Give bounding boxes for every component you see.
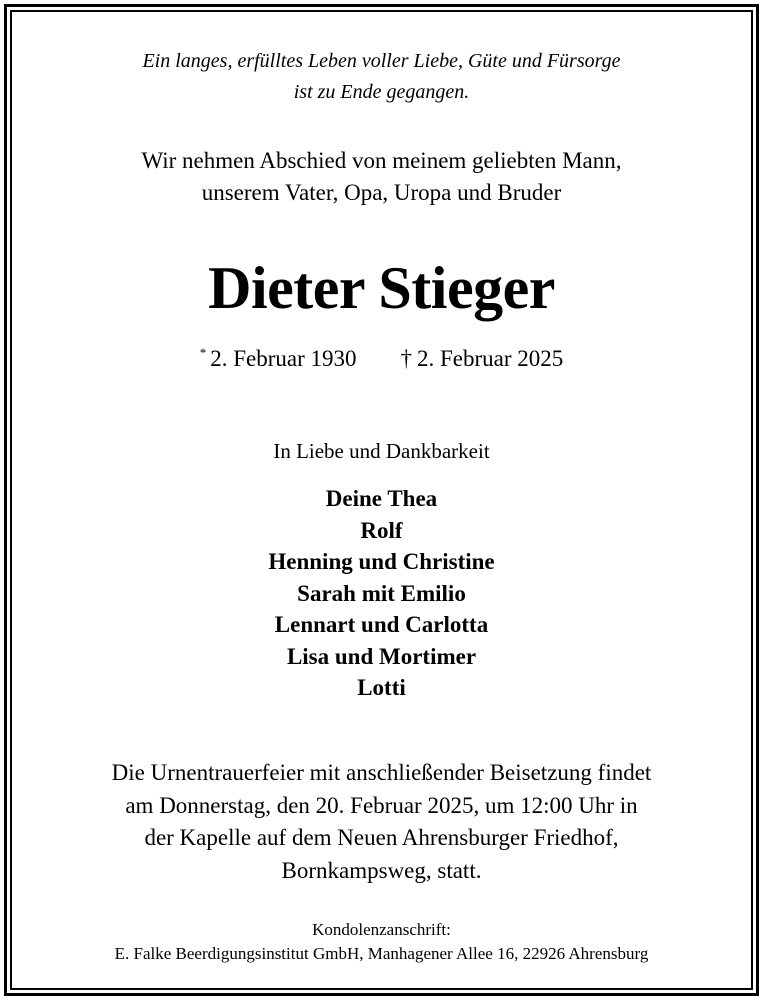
family-member: Lisa und Mortimer [286, 643, 477, 669]
death-date: 2. Februar 2025 [417, 346, 564, 371]
ceremony-info [12, 757, 751, 887]
family-member: Deine Thea [325, 486, 438, 511]
life-dates [12, 338, 751, 374]
closing-phrase: In Liebe und Dankbarkeit [273, 439, 490, 463]
family-member: Sarah mit Emilio [297, 580, 466, 606]
condolence-address-line: E. Falke Beerdigungsinstitut GmbH, Manhagener Allee 16, 22926 Ahrensburg [114, 944, 649, 963]
ceremony-line: Die Urnentrauerfeier mit anschließender Beisetzung findet [111, 760, 652, 785]
farewell-text [12, 145, 751, 209]
family-member: Henning und Christine [268, 549, 495, 574]
intro-line: Ein langes, erfülltes Leben voller Liebe, Güte und Fürsorge [142, 50, 621, 72]
birth-date: 2. Februar 1930 [210, 346, 357, 371]
farewell-line: Wir nehmen Abschied von meinem geliebten Mann, [141, 148, 622, 173]
intro-text [12, 46, 751, 108]
intro-line: ist zu Ende gegangen. [293, 81, 470, 103]
condolence-label: Kondolenzanschrift: [312, 920, 451, 939]
ceremony-line: der Kapelle auf dem Neuen Ahrensburger Friedhof, [144, 825, 619, 850]
obituary-notice [12, 12, 751, 988]
family-member: Lotti [357, 675, 406, 700]
family-member: Rolf [360, 517, 403, 543]
death-cross-icon: † [400, 346, 412, 371]
ceremony-line: Bornkampsweg, statt. [281, 857, 482, 883]
farewell-line: unserem Vater, Opa, Uropa und Bruder [201, 180, 562, 205]
family-member: Lennart und Carlotta [274, 612, 489, 637]
condolence-address [12, 918, 751, 966]
deceased-name: Dieter Stieger [208, 255, 555, 321]
ceremony-line: am Donnerstag, den 20. Februar 2025, um 12:00 Uhr in [125, 792, 638, 818]
birth-star-icon: * [199, 345, 207, 360]
family-list [12, 483, 751, 704]
